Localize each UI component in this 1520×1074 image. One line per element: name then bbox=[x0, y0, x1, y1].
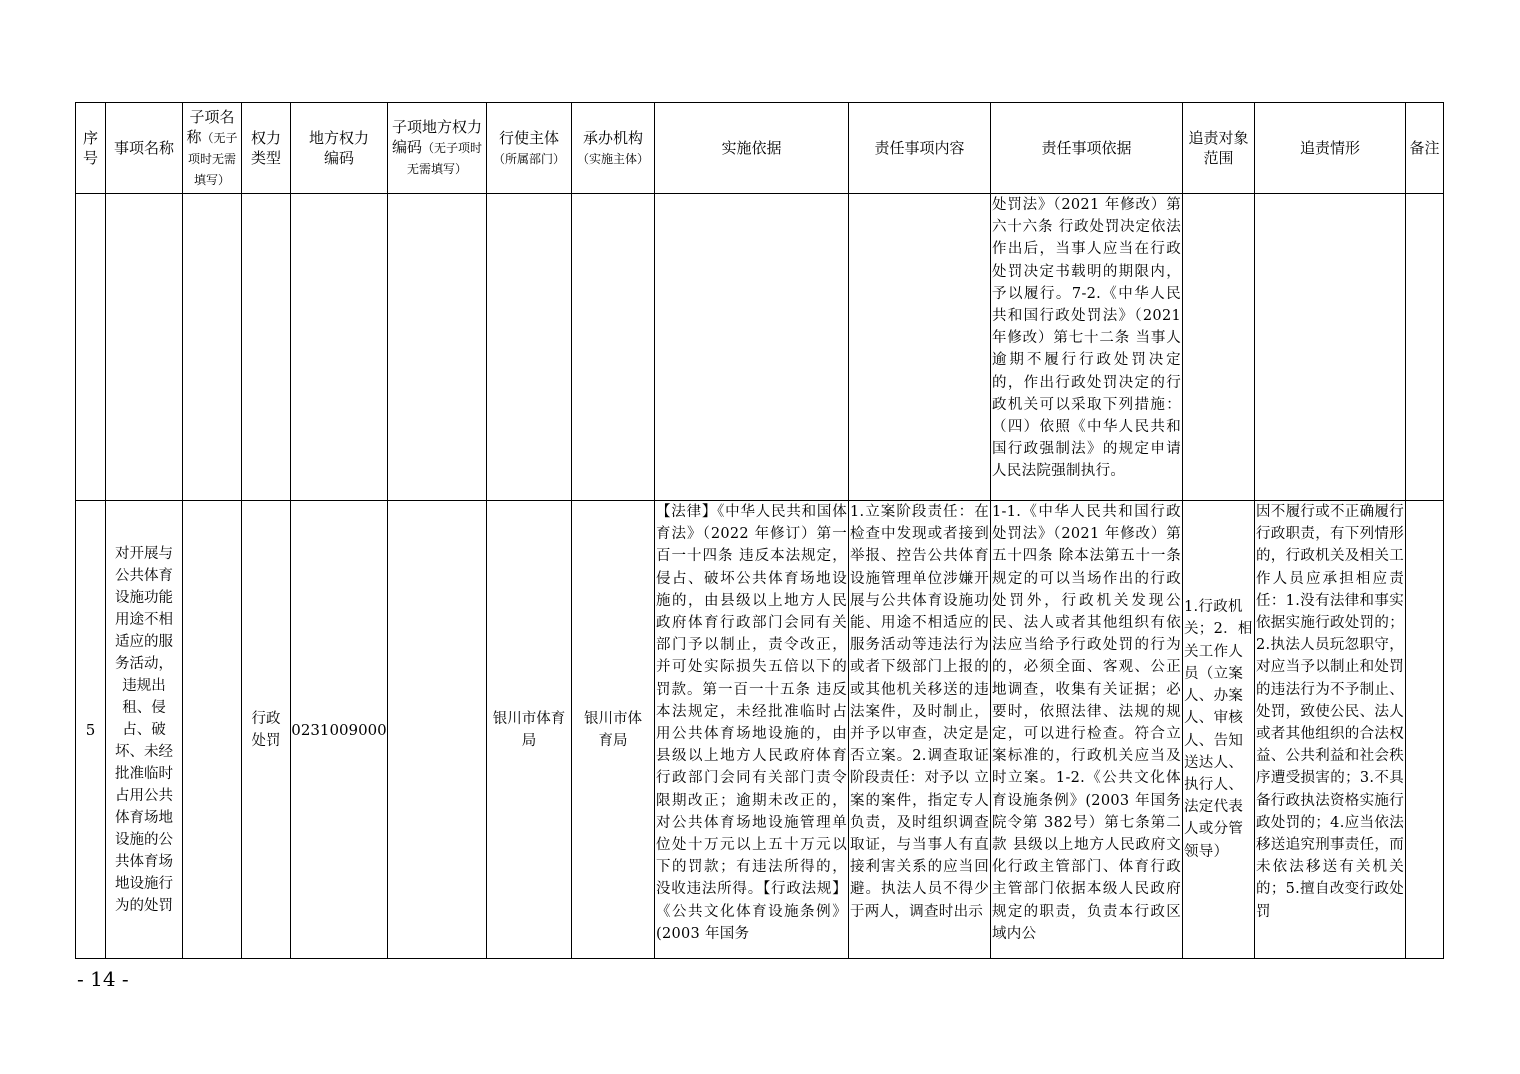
cell-power-type: 行政处罚 bbox=[242, 501, 291, 959]
cell-accountability-cases: 因不履行或不正确履行行政职责，有下列情形的，行政机关及相关工作人员应承担相应责任：1.没有法律和事实依据实施行政处罚的；2.执法人员玩忽职守，对应当予以制止和处罚的违法行为不予制止、处罚，致使公民、法人或者其他组织的合法权益、公共利益和社会秩序遭受损害的；3.不具备行政执法资格实施行政处罚的；4.应当依法移送追究刑事责任，而未依法移送有关机关的；5.擅自改变行政处罚 bbox=[1255, 501, 1406, 959]
header-implementation-basis: 实施依据 bbox=[655, 103, 849, 194]
cell-item-name: 对开展与公共体育设施功能用途不相适应的服务活动，违规出租、侵占、破坏、未经批准临时占用公共体育场地设施的公共体育场地设施行为的处罚 bbox=[106, 501, 183, 959]
cell-agency: 银川市体育局 bbox=[572, 501, 655, 959]
cell-agency bbox=[572, 194, 655, 501]
cell-power-type bbox=[242, 194, 291, 501]
header-local-code: 地方权力编码 bbox=[291, 103, 388, 194]
cell-accountability-scope bbox=[1183, 194, 1255, 501]
header-power-type: 权力类型 bbox=[242, 103, 291, 194]
header-agency: 承办机构 （实施主体） bbox=[572, 103, 655, 194]
cell-subject: 银川市体育局 bbox=[487, 501, 572, 959]
table-row bbox=[76, 194, 1444, 501]
cell-responsibility-content: 1.立案阶段责任：在检查中发现或者接到举报、控告公共体育设施管理单位涉嫌开展与公共体育设施功能、用途不相适应的服务活动等违法行为或者下级部门上报的或其他机关移送的违法案件，及时制止，并予以审查，决定是否立案。2.调查取证阶段责任：对予以 立案的案件，指定专人负责，及时组织调查取证，与当事人有直接利害关系的应当回避。执法人员不得少于两人，调查时出示 bbox=[849, 501, 991, 959]
header-accountability-scope: 追责对象范围 bbox=[1183, 103, 1255, 194]
header-row bbox=[76, 103, 1444, 194]
cell-responsibility-basis: 处罚法》（2021 年修改）第六十六条 行政处罚决定依法作出后，当事人应当在行政处罚决定书载明的期限内，予以履行。7-2.《中华人民共和国行政处罚法》（2021 年修改）第七十二条 当事人逾期不履行行政处罚决定的，作出行政处罚决定的行政机关可以采取下列措施：（四）依照《中华人民共和国行政强制法》的规定申请人民法院强制执行。 bbox=[991, 194, 1183, 501]
cell-seq bbox=[76, 194, 106, 501]
cell-implementation-basis: 【法律】《中华人民共和国体育法》（2022 年修订）第一百一十四条 违反本法规定，侵占、破坏公共体育场地设施的，由县级以上地方人民政府体育行政部门会同有关部门予以制止，责令改正，并可处实际损失五倍以下的罚款。第一百一十五条 违反本法规定，未经批准临时占用公共体育场地设施的，由县级以上地方人民政府体育行政部门会同有关部门责令限期改正；逾期未改正的，对公共体育场地设施管理单位处十万元以上五十万元以下的罚款；有违法所得的，没收违法所得。【行政法规】《公共文化体育设施条例》(2003 年国务 bbox=[655, 501, 849, 959]
cell-accountability-scope: 1.行政机关；2．相关工作人员（立案人、办案人、审核人、告知送达人、执行人、法定代表人或分管领导） bbox=[1183, 501, 1255, 959]
cell-sub-code bbox=[388, 194, 487, 501]
header-accountability-cases: 追责情形 bbox=[1255, 103, 1406, 194]
cell-code bbox=[291, 194, 388, 501]
cell-sub-name bbox=[183, 501, 242, 959]
cell-code: 0231009000 bbox=[291, 501, 388, 959]
power-list-table bbox=[75, 102, 1444, 959]
cell-seq: 5 bbox=[76, 501, 106, 959]
header-subject: 行使主体 （所属部门） bbox=[487, 103, 572, 194]
header-sub-code: 子项地方权力编码（无子项时无需填写） bbox=[388, 103, 487, 194]
cell-remarks bbox=[1406, 194, 1444, 501]
header-sub-name: 子项名称（无子项时无需填写） bbox=[183, 103, 242, 194]
page-number: - 14 - bbox=[77, 967, 129, 991]
header-remarks: 备注 bbox=[1406, 103, 1444, 194]
header-responsibility-basis: 责任事项依据 bbox=[991, 103, 1183, 194]
header-item-name: 事项名称 bbox=[106, 103, 183, 194]
cell-sub-name bbox=[183, 194, 242, 501]
table-row bbox=[76, 501, 1444, 959]
cell-accountability-cases bbox=[1255, 194, 1406, 501]
cell-responsibility-content bbox=[849, 194, 991, 501]
cell-item-name bbox=[106, 194, 183, 501]
cell-remarks bbox=[1406, 501, 1444, 959]
header-seq: 序号 bbox=[76, 103, 106, 194]
cell-subject bbox=[487, 194, 572, 501]
cell-implementation-basis bbox=[655, 194, 849, 501]
cell-sub-code bbox=[388, 501, 487, 959]
header-responsibility-content: 责任事项内容 bbox=[849, 103, 991, 194]
cell-responsibility-basis: 1-1.《中华人民共和国行政处罚法》（2021 年修改）第五十四条 除本法第五十一条规定的可以当场作出的行政处罚外，行政机关发现公民、法人或者其他组织有依法应当给予行政处罚的行为的，必须全面、客观、公正地调查，收集有关证据；必要时，依照法律、法规的规定，可以进行检查。符合立案标准的，行政机关应当及时立案。1-2.《公共文化体育设施条例》(2003 年国务院令第 382号）第七条第二款 县级以上地方人民政府文化行政主管部门、体育行政主管部门依据本级人民政府规定的职责，负责本行政区域内公 bbox=[991, 501, 1183, 959]
